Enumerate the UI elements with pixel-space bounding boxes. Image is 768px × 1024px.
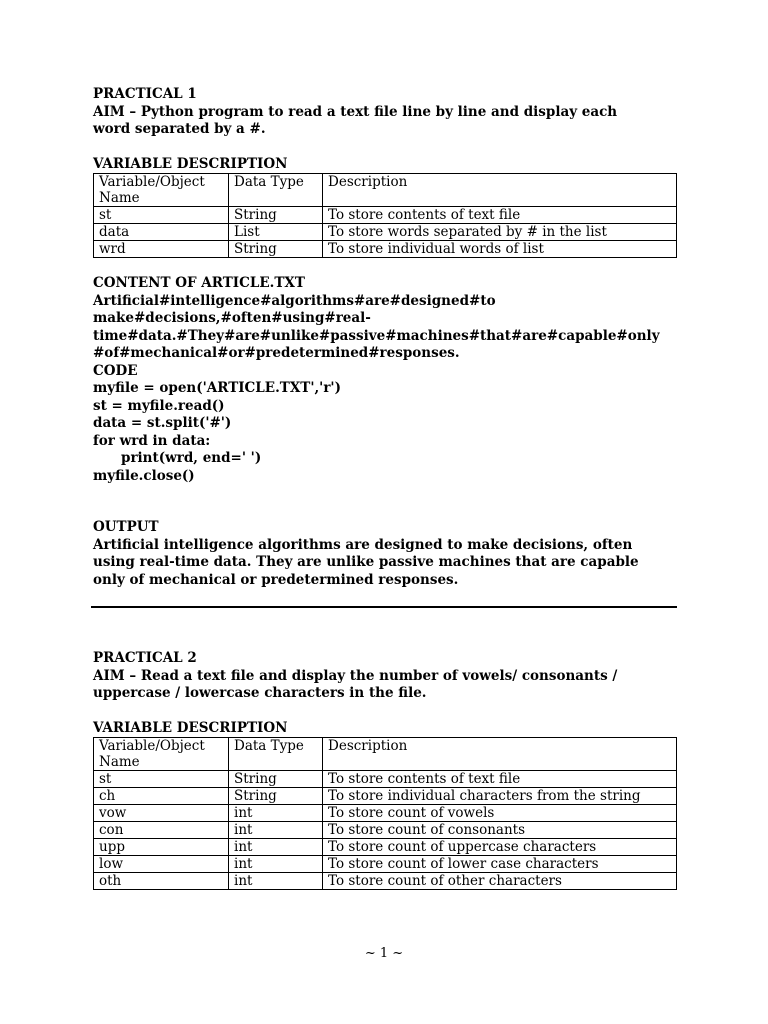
table-cell: To store count of consonants <box>323 822 677 839</box>
table-cell: String <box>229 207 323 224</box>
content-line: time#data.#They#are#unlike#passive#machines#that#are#capable#only <box>93 327 660 344</box>
table-row <box>94 856 677 873</box>
table-cell: wrd <box>94 241 229 258</box>
practical-2-heading: PRACTICAL 2 <box>93 650 197 666</box>
practical-1-variable-heading: VARIABLE DESCRIPTION <box>93 155 288 172</box>
content-line: make#decisions,#often#using#real- <box>93 310 371 326</box>
output-line: only of mechanical or predetermined responses. <box>93 571 459 588</box>
table-cell: int <box>229 873 323 890</box>
table-row <box>94 839 677 856</box>
code-line: for wrd in data: <box>93 432 211 449</box>
table-header-cell: Variable/Object Name <box>94 174 229 207</box>
practical-1-heading: PRACTICAL 1 <box>93 86 197 102</box>
content-line: Artificial#intelligence#algorithms#are#designed#to <box>93 292 496 309</box>
table-cell: To store count of lower case characters <box>323 856 677 873</box>
table-cell: int <box>229 856 323 873</box>
table-row <box>94 241 677 258</box>
table-row <box>94 224 677 241</box>
output-heading: OUTPUT <box>93 519 159 535</box>
table-cell: oth <box>94 873 229 890</box>
practical-1-aim-line-2: word separated by a #. <box>93 121 266 137</box>
output-line: Artificial intelligence algorithms are designed to make decisions, often <box>93 536 633 553</box>
table-header-cell: Description <box>323 174 677 207</box>
table-row <box>94 873 677 890</box>
page-number: ~ 1 ~ <box>364 946 404 961</box>
practical-2-variable-table <box>93 737 677 890</box>
table-cell: To store count of uppercase characters <box>323 839 677 856</box>
table-row <box>94 788 677 805</box>
table-cell: String <box>229 241 323 258</box>
code-line: myfile = open('ARTICLE.TXT','r') <box>93 380 341 396</box>
table-cell: vow <box>94 805 229 822</box>
table-row <box>94 207 677 224</box>
table-cell: int <box>229 839 323 856</box>
table-cell: To store count of other characters <box>323 873 677 890</box>
table-cell: To store count of vowels <box>323 805 677 822</box>
table-cell: con <box>94 822 229 839</box>
code-line: myfile.close() <box>93 467 195 484</box>
table-row <box>94 805 677 822</box>
table-header-row <box>94 738 677 771</box>
table-cell: To store words separated by # in the list <box>323 224 677 241</box>
table-cell: List <box>229 224 323 241</box>
table-cell: To store individual words of list <box>323 241 677 258</box>
table-header-cell: Data Type <box>229 738 323 771</box>
code-line: st = myfile.read() <box>93 397 225 414</box>
practical-2-aim-line-1: AIM – Read a text file and display the number of vowels/ consonants / <box>93 667 618 684</box>
practical-1-variable-table <box>93 173 677 258</box>
table-cell: int <box>229 822 323 839</box>
table-header-cell: Description <box>323 738 677 771</box>
table-cell: st <box>94 207 229 224</box>
table-row <box>94 771 677 788</box>
content-line: #of#mechanical#or#predetermined#responses. <box>93 345 460 361</box>
practical-2-aim-line-2: uppercase / lowercase characters in the file. <box>93 685 427 701</box>
code-line: print(wrd, end=' ') <box>121 450 262 466</box>
table-cell: low <box>94 856 229 873</box>
table-cell: st <box>94 771 229 788</box>
table-cell: upp <box>94 839 229 856</box>
table-cell: To store contents of text file <box>323 771 677 788</box>
table-row <box>94 822 677 839</box>
practical-2-variable-heading: VARIABLE DESCRIPTION <box>93 719 288 736</box>
table-header-row <box>94 174 677 207</box>
document-content <box>93 86 683 890</box>
table-cell: int <box>229 805 323 822</box>
content-heading: CONTENT OF ARTICLE.TXT <box>93 275 305 291</box>
table-cell: To store individual characters from the string <box>323 788 677 805</box>
practical-1-aim-line-1: AIM – Python program to read a text file line by line and display each <box>93 103 618 120</box>
code-line: data = st.split('#') <box>93 415 232 431</box>
table-cell: data <box>94 224 229 241</box>
table-header-cell: Data Type <box>229 174 323 207</box>
table-cell: String <box>229 771 323 788</box>
table-cell: ch <box>94 788 229 805</box>
code-heading: CODE <box>93 362 138 379</box>
table-header-cell: Variable/Object Name <box>94 738 229 771</box>
output-line: using real-time data. They are unlike passive machines that are capable <box>93 554 639 570</box>
table-cell: To store contents of text file <box>323 207 677 224</box>
table-cell: String <box>229 788 323 805</box>
